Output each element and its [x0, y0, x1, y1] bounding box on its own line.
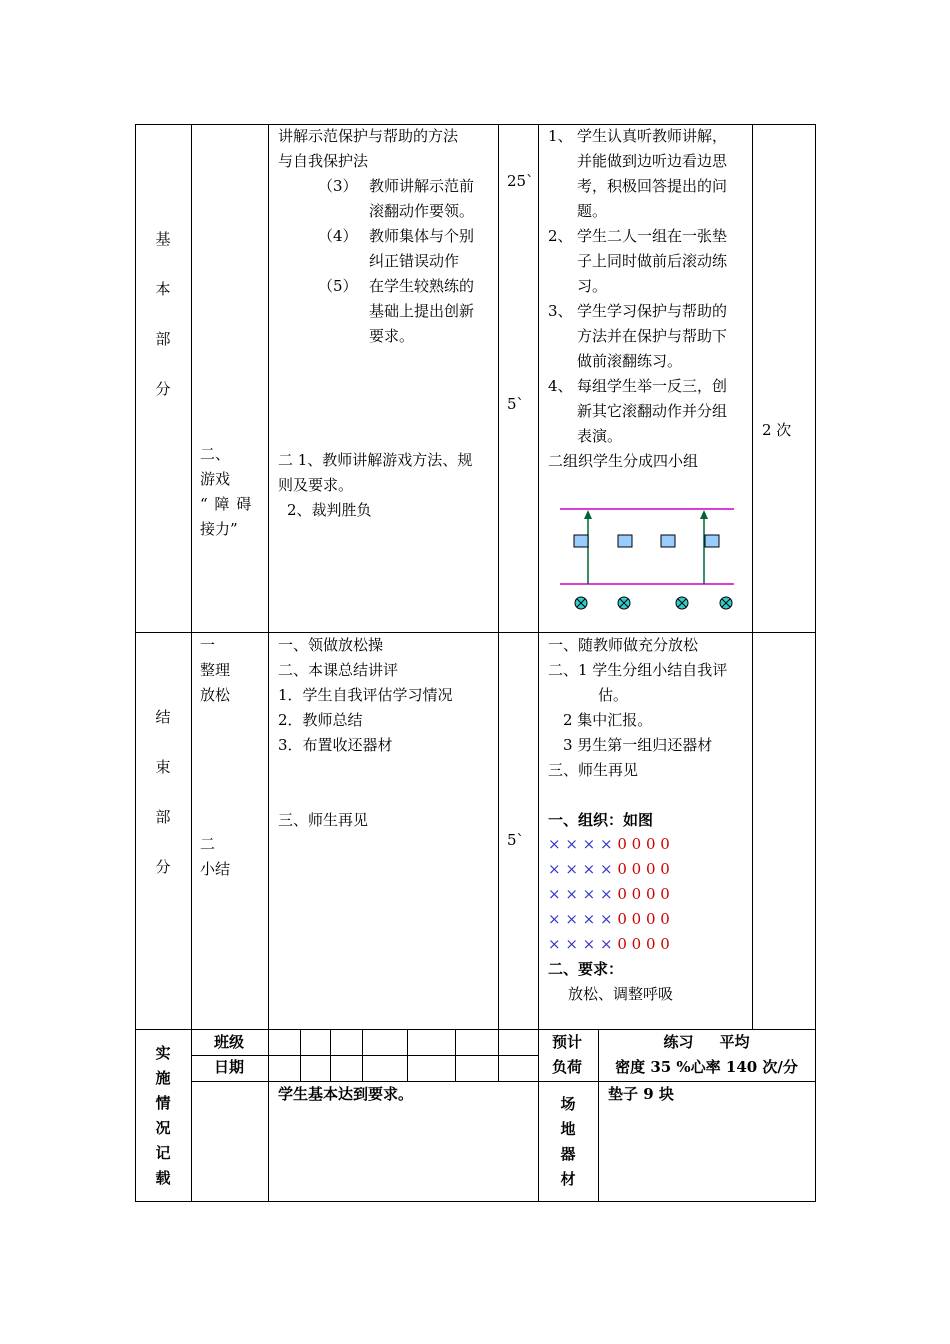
- formation-row: [548, 907, 670, 932]
- requirement-title: 二、要求：: [548, 960, 624, 978]
- col-line-1: [191, 124, 192, 1202]
- end-content-3: 放松: [200, 686, 231, 704]
- table-border-bottom: [135, 1201, 816, 1202]
- formation-row: [548, 857, 670, 882]
- obstacle-box: [574, 535, 588, 547]
- end-student-line: 三、师生再见: [548, 761, 639, 779]
- formation-o: 0 0 0 0: [617, 860, 670, 878]
- student-line: 方法并在保护与帮助下: [577, 327, 728, 345]
- end-teacher-line: 二、本课总结讲评: [278, 661, 399, 679]
- formation-x: × × × ×: [548, 885, 613, 903]
- table-border-left: [135, 124, 136, 1202]
- game-content-1: 二、: [200, 445, 231, 463]
- formation-x: × × × ×: [548, 910, 613, 928]
- formation-o: 0 0 0 0: [617, 910, 670, 928]
- game-content-4: 接力”: [200, 520, 238, 538]
- load-label-2: 负荷: [552, 1058, 583, 1076]
- player-circle: [676, 597, 688, 609]
- end-student-line: 3 男生第一组归还器材: [563, 736, 713, 754]
- formation-o: 0 0 0 0: [617, 835, 670, 853]
- time-value: 5`: [507, 395, 525, 413]
- end-teacher-line: 3．布置收还器材: [278, 736, 393, 754]
- col-line-5: [752, 124, 753, 1030]
- arrow-right-head: [700, 510, 708, 519]
- end-teacher-line: 一、领做放松操: [278, 636, 384, 654]
- student-line: 子上同时做前后滚动练: [577, 252, 728, 270]
- teacher-line: 在学生较熟练的: [369, 277, 475, 295]
- formation-row: [548, 882, 670, 907]
- student-line: 1、: [548, 127, 573, 145]
- formation-o: 0 0 0 0: [617, 935, 670, 953]
- student-line: 学生二人一组在一张垫: [577, 227, 728, 245]
- student-line: 并能做到边听边看边思: [577, 152, 728, 170]
- formation-x: × × × ×: [548, 835, 613, 853]
- col-line-4: [538, 124, 539, 1202]
- teacher-line: 讲解示范保护与帮助的方法: [278, 127, 459, 145]
- player-circle: [720, 597, 732, 609]
- formation-x: × × × ×: [548, 860, 613, 878]
- date-label: 日期: [214, 1058, 245, 1076]
- obstacle-box: [661, 535, 675, 547]
- teacher-line: 滚翻动作要领。: [369, 202, 475, 220]
- load-label-1: 预计: [552, 1033, 583, 1051]
- end-teacher-line: 三、师生再见: [278, 811, 369, 829]
- end-teacher-line: 2．教师总结: [278, 711, 363, 729]
- teacher-line: 基础上提出创新: [369, 302, 475, 320]
- teacher-line: 教师讲解示范前: [369, 177, 475, 195]
- class-label: 班级: [214, 1033, 245, 1051]
- student-line: 3、: [548, 302, 573, 320]
- organization-title: 一、组织：如图: [548, 811, 654, 829]
- end-student-line: 一、随教师做充分放松: [548, 636, 699, 654]
- teacher-line: 纠正错误动作: [369, 252, 460, 270]
- row-divider-basic-end: [135, 632, 816, 633]
- load-value-1: 练习 平均: [663, 1033, 750, 1051]
- footer-cell-5: [455, 1029, 456, 1081]
- end-teacher-line: 1．学生自我评估学习情况: [278, 686, 453, 704]
- end-student-line: 二、1 学生分组小结自我评: [548, 661, 728, 679]
- end-content-4: 二: [200, 835, 216, 853]
- student-line: 学生认真听教师讲解，: [577, 127, 728, 145]
- section-label-end: 结 束 部 分: [155, 708, 171, 876]
- table-border-right: [815, 124, 816, 1202]
- game-content-2: 游戏: [200, 470, 231, 488]
- student-line: 学生学习保护与帮助的: [577, 302, 728, 320]
- student-line: 2、: [548, 227, 573, 245]
- formation-x: × × × ×: [548, 935, 613, 953]
- student-line: 新其它滚翻动作并分组: [577, 402, 728, 420]
- teacher-line: 二 1、教师讲解游戏方法、规: [278, 451, 473, 469]
- section-label-basic: 基 本 部 分: [155, 230, 171, 398]
- formation-o: 0 0 0 0: [617, 885, 670, 903]
- footer-cell-1: [300, 1029, 301, 1081]
- player-circle: [575, 597, 587, 609]
- obstacle-box: [705, 535, 719, 547]
- relay-formation-diagram: [550, 500, 750, 620]
- end-time: 5`: [507, 831, 525, 849]
- footer-label-record: 实 施 情 况 记 载: [155, 1044, 171, 1187]
- equipment-text: 垫子 9 块: [608, 1085, 674, 1103]
- teacher-line: 2、裁判胜负: [287, 501, 372, 519]
- teacher-line: 与自我保护法: [278, 152, 369, 170]
- venue-equipment-label: 场 地 器 材: [560, 1095, 576, 1188]
- teacher-line: 要求。: [369, 327, 415, 345]
- student-line: 习。: [577, 277, 608, 295]
- teacher-line: （3）: [318, 177, 358, 195]
- student-line: 二组织学生分成四小组: [548, 452, 699, 470]
- student-line: 表演。: [577, 427, 623, 445]
- end-content-2: 整理: [200, 661, 231, 679]
- footer-cell-6: [498, 1029, 499, 1081]
- col-line-3: [498, 124, 499, 1030]
- time-value: 25`: [507, 172, 534, 190]
- player-circle: [618, 597, 630, 609]
- footer-cell-2: [330, 1029, 331, 1081]
- teacher-line: 教师集体与个别: [369, 227, 475, 245]
- game-content-3: “ 障 碍: [200, 495, 253, 513]
- load-value: 2 次: [762, 421, 792, 439]
- requirement-text: 放松、调整呼吸: [568, 985, 674, 1003]
- teacher-line: （4）: [318, 227, 358, 245]
- student-line: 4、: [548, 377, 573, 395]
- student-line: 每组学生举一反三，创: [577, 377, 728, 395]
- student-line: 题。: [577, 202, 608, 220]
- teacher-line: （5）: [318, 277, 358, 295]
- load-value-2: 密度 35 %心率 140 次/分: [615, 1058, 798, 1076]
- teacher-line: 则及要求。: [278, 476, 354, 494]
- student-line: 考，积极回答提出的问: [577, 177, 728, 195]
- formation-row: [548, 932, 670, 957]
- obstacle-box: [618, 535, 632, 547]
- summary-text: 学生基本达到要求。: [278, 1085, 414, 1103]
- student-line: 做前滚翻练习。: [577, 352, 683, 370]
- footer-cell-3: [362, 1029, 363, 1081]
- col-line-2: [268, 124, 269, 1202]
- end-student-line: 2 集中汇报。: [563, 711, 653, 729]
- arrow-left-head: [584, 510, 592, 519]
- end-student-line: 估。: [598, 686, 629, 704]
- formation-row: [548, 832, 670, 857]
- end-content-1: 一: [200, 636, 216, 654]
- footer-cell-4: [407, 1029, 408, 1081]
- end-content-5: 小结: [200, 860, 231, 878]
